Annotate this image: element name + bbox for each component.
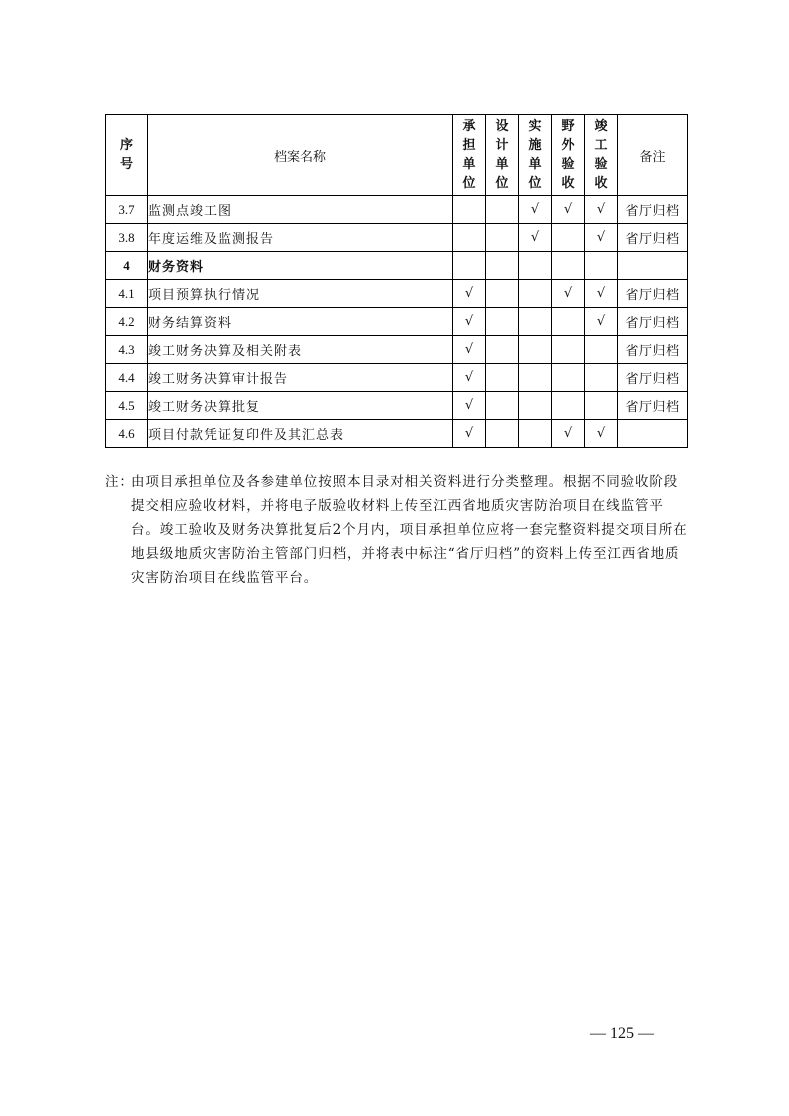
table-row <box>106 196 688 224</box>
row-implementation-check <box>519 308 552 336</box>
row-remark <box>618 420 688 448</box>
header-completion-acceptance: 竣工验收 <box>585 115 618 196</box>
row-design-check <box>486 420 519 448</box>
table-header-row <box>106 115 688 196</box>
row-serial-no: 4 <box>106 252 148 280</box>
row-completion-check: √ <box>585 196 618 224</box>
row-undertaking-check <box>453 196 486 224</box>
row-implementation-check <box>519 280 552 308</box>
row-undertaking-check: √ <box>453 336 486 364</box>
header-undertaking-unit: 承担单位 <box>453 115 486 196</box>
row-implementation-check <box>519 252 552 280</box>
row-design-check <box>486 196 519 224</box>
row-implementation-check <box>519 392 552 420</box>
row-remark: 省厅归档 <box>618 392 688 420</box>
header-serial-no: 序号 <box>106 115 148 196</box>
table-row <box>106 252 688 280</box>
row-field-check <box>552 224 585 252</box>
row-field-check <box>552 308 585 336</box>
row-implementation-check: √ <box>519 196 552 224</box>
row-archive-name: 项目付款凭证复印件及其汇总表 <box>148 420 453 448</box>
row-undertaking-check: √ <box>453 280 486 308</box>
table-row <box>106 336 688 364</box>
row-serial-no: 4.4 <box>106 364 148 392</box>
row-design-check <box>486 336 519 364</box>
table-row <box>106 392 688 420</box>
archive-table <box>105 114 688 448</box>
row-field-check: √ <box>552 196 585 224</box>
row-undertaking-check: √ <box>453 364 486 392</box>
row-design-check <box>486 252 519 280</box>
row-completion-check: √ <box>585 420 618 448</box>
row-field-check <box>552 252 585 280</box>
row-field-check <box>552 336 585 364</box>
row-remark: 省厅归档 <box>618 196 688 224</box>
row-design-check <box>486 308 519 336</box>
row-implementation-check: √ <box>519 224 552 252</box>
row-remark <box>618 252 688 280</box>
table-row <box>106 280 688 308</box>
row-serial-no: 4.3 <box>106 336 148 364</box>
header-implementation-unit: 实施单位 <box>519 115 552 196</box>
row-undertaking-check: √ <box>453 420 486 448</box>
row-field-check <box>552 392 585 420</box>
row-archive-name: 财务结算资料 <box>148 308 453 336</box>
row-serial-no: 4.5 <box>106 392 148 420</box>
table-footnote <box>105 470 692 590</box>
table-row <box>106 308 688 336</box>
row-field-check: √ <box>552 420 585 448</box>
row-implementation-check <box>519 420 552 448</box>
header-archive-name: 档案名称 <box>148 115 453 196</box>
table-row <box>106 224 688 252</box>
row-archive-name: 竣工财务决算审计报告 <box>148 364 453 392</box>
row-completion-check <box>585 336 618 364</box>
row-undertaking-check <box>453 252 486 280</box>
table-row <box>106 420 688 448</box>
table-row <box>106 364 688 392</box>
row-completion-check: √ <box>585 280 618 308</box>
row-archive-name: 竣工财务决算批复 <box>148 392 453 420</box>
row-undertaking-check <box>453 224 486 252</box>
header-field-acceptance: 野外验收 <box>552 115 585 196</box>
row-serial-no: 3.7 <box>106 196 148 224</box>
row-archive-name: 监测点竣工图 <box>148 196 453 224</box>
row-completion-check <box>585 252 618 280</box>
row-remark: 省厅归档 <box>618 364 688 392</box>
row-implementation-check <box>519 336 552 364</box>
header-design-unit: 设计单位 <box>486 115 519 196</box>
row-undertaking-check: √ <box>453 392 486 420</box>
footnote-body: 由项目承担单位及各参建单位按照本目录对相关资料进行分类整理。根据不同验收阶段提交相应验收材料，并将电子版验收材料上传至江西省地质灾害防治项目在线监管平台。竣工验收及财务决算批复后2个月内，项目承担单位应将一套完整资料提交项目所在地县级地质灾害防治主管部门归档，并将表中标注“省厅归档”的资料上传至江西省地质灾害防治项目在线监管平台。 <box>131 474 688 586</box>
row-archive-name: 竣工财务决算及相关附表 <box>148 336 453 364</box>
row-archive-name: 财务资料 <box>148 252 453 280</box>
row-remark: 省厅归档 <box>618 308 688 336</box>
row-completion-check: √ <box>585 308 618 336</box>
row-implementation-check <box>519 364 552 392</box>
page-number: — 125 — <box>590 1025 654 1042</box>
header-remark: 备注 <box>618 115 688 196</box>
row-remark: 省厅归档 <box>618 280 688 308</box>
row-design-check <box>486 224 519 252</box>
footnote-label: 注： <box>105 474 134 490</box>
row-field-check <box>552 364 585 392</box>
row-serial-no: 4.2 <box>106 308 148 336</box>
row-remark: 省厅归档 <box>618 224 688 252</box>
row-completion-check <box>585 392 618 420</box>
row-design-check <box>486 280 519 308</box>
row-serial-no: 4.6 <box>106 420 148 448</box>
row-archive-name: 项目预算执行情况 <box>148 280 453 308</box>
row-undertaking-check: √ <box>453 308 486 336</box>
row-design-check <box>486 392 519 420</box>
row-design-check <box>486 364 519 392</box>
row-remark: 省厅归档 <box>618 336 688 364</box>
row-serial-no: 4.1 <box>106 280 148 308</box>
row-field-check: √ <box>552 280 585 308</box>
row-completion-check <box>585 364 618 392</box>
row-archive-name: 年度运维及监测报告 <box>148 224 453 252</box>
row-serial-no: 3.8 <box>106 224 148 252</box>
row-completion-check: √ <box>585 224 618 252</box>
